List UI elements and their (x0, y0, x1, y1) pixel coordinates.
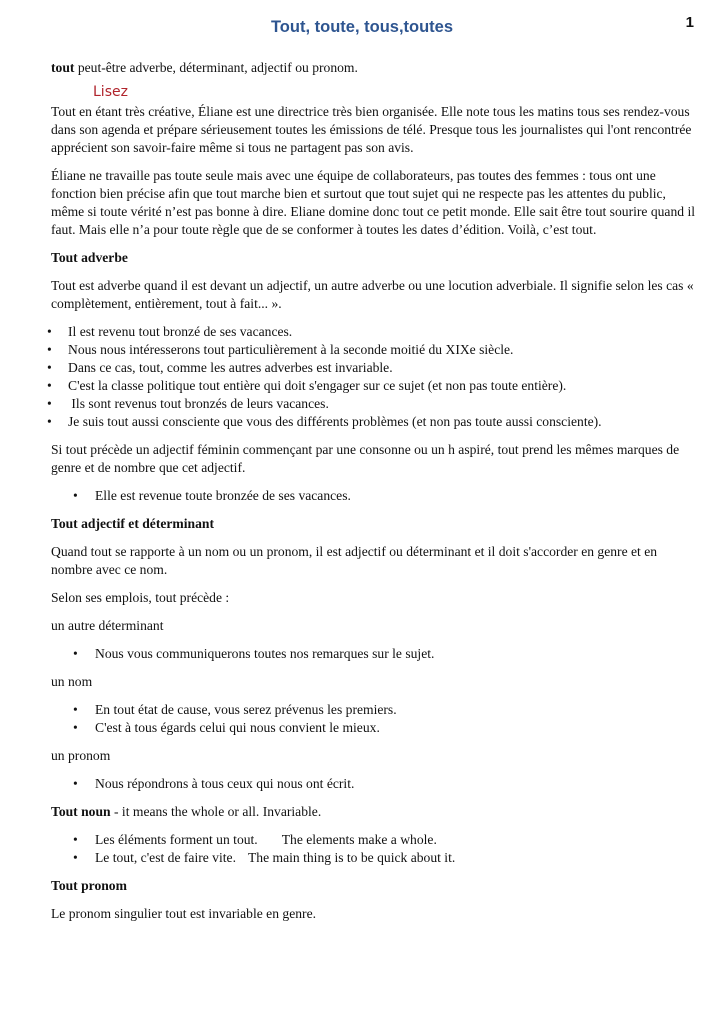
intro-keyword: tout (51, 60, 75, 75)
intro-text: peut-être adverbe, déterminant, adjectif ou pronom. (74, 60, 358, 75)
noun-example-en: The main thing is to be quick about it. (247, 850, 456, 865)
label-un-nom: un nom (51, 674, 93, 689)
pronom-examples (51, 775, 701, 793)
adjectif-description: Quand tout se rapporte à un nom ou un pronom, il est adjectif ou déterminant et il doit s'accorder en genre et en nombre avec ce nom. (51, 544, 658, 577)
list-item: • Ils sont revenus tout bronzés de leurs vacances. (51, 395, 701, 413)
list-item: • Elle est revenue toute bronzée de ses vacances. (51, 487, 701, 505)
heading-tout-adjectif: Tout adjectif et déterminant (51, 516, 214, 531)
list-item (51, 849, 701, 867)
reading-paragraph-1: Tout en étant très créative, Éliane est une directrice très bien organisée. Elle note tous les matins tous ses rendez-vous dans son agenda et prépare sérieusement toutes les émissions de télé. Presque tous les journalistes qui l'ont rencontrée apprécient son savoir-faire même si tous ne partagent pas son avis. (51, 104, 692, 155)
document-body (51, 59, 701, 933)
heading-tout-adverbe: Tout adverbe (51, 250, 128, 265)
pronom-description: Le pronom singulier tout est invariable en genre. (51, 906, 316, 921)
list-item: • Dans ce cas, tout, comme les autres adverbes est invariable. (51, 359, 701, 377)
list-item: • Nous répondrons à tous ceux qui nous ont écrit. (51, 775, 701, 793)
determinant-examples (51, 645, 701, 663)
list-item: • Nous vous communiquerons toutes nos remarques sur le sujet. (51, 645, 701, 663)
intro-line (51, 59, 701, 77)
noun-examples (51, 831, 701, 867)
list-item: • C'est à tous égards celui qui nous convient le mieux. (51, 719, 701, 737)
label-un-pronom: un pronom (51, 748, 111, 763)
list-item: • Nous nous intéresserons tout particulièrement à la seconde moitié du XIXe siècle. (51, 341, 701, 359)
noun-example-fr: Le tout, c'est de faire vite. (95, 850, 236, 865)
lisez-label: Lisez (93, 84, 128, 100)
list-item: • En tout état de cause, vous serez prévenus les premiers. (51, 701, 701, 719)
feminine-rule: Si tout précède un adjectif féminin commençant par une consonne ou un h aspiré, tout prend les mêmes marques de genre et de nombre que cet adjectif. (51, 442, 680, 475)
tout-noun-line (51, 803, 701, 821)
noun-example-fr: Les éléments forment un tout. (95, 832, 258, 847)
adverbe-examples (51, 323, 701, 431)
page-number: 1 (685, 14, 694, 31)
heading-tout-pronom: Tout pronom (51, 878, 127, 893)
feminine-example-list (51, 487, 701, 505)
label-autre-determinant: un autre déterminant (51, 618, 164, 633)
reading-paragraph-2: Éliane ne travaille pas toute seule mais avec une équipe de collaborateurs, pas toutes des femmes : tous ont une fonction bien précise afin que tout marche bien et surtout que tout sujet qui ne respecte pas les attentes du public, même si toute vérité n’est pas bonne à dire. Eliane domine donc tout ce petit monde. Elle sait être tout sourire quand il faut. Mais elle n’a pour toute règle que de se conformer à toutes les dates d’édition. Voilà, c’est tout. (51, 168, 696, 237)
nom-examples (51, 701, 701, 737)
selon-emplois: Selon ses emplois, tout précède : (51, 590, 230, 605)
noun-example-en: The elements make a whole. (281, 832, 437, 847)
list-item (51, 831, 701, 849)
list-item: • Je suis tout aussi consciente que vous des différents problèmes (et non pas toute aussi consciente). (51, 413, 701, 431)
noun-description: - it means the whole or all. Invariable. (110, 804, 322, 819)
adverbe-description: Tout est adverbe quand il est devant un adjectif, un autre adverbe ou une locution adverbiale. Il signifie selon les cas « complètement, entièrement, tout à fait... ». (51, 278, 694, 311)
list-item: • C'est la classe politique tout entière qui doit s'engager sur ce sujet (et non pas toute entière). (51, 377, 701, 395)
page-title: Tout, toute, tous,toutes (270, 18, 454, 36)
list-item: • Il est revenu tout bronzé de ses vacances. (51, 323, 701, 341)
heading-tout-noun: Tout noun (51, 804, 111, 819)
